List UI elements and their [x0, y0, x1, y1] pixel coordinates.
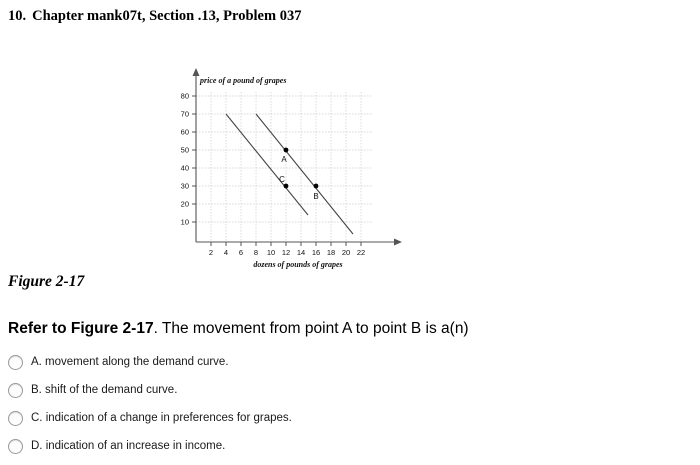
- radio-button-icon[interactable]: [8, 355, 23, 370]
- x-axis-title: dozens of pounds of grapes: [253, 260, 343, 269]
- y-tick-label: 40: [180, 163, 189, 173]
- point-c-label: C: [279, 175, 285, 184]
- choice-label: B. shift of the demand curve.: [31, 384, 178, 396]
- choice-label: D. indication of an increase in income.: [31, 440, 226, 452]
- y-tick-label: 60: [180, 127, 189, 137]
- point-a-label: A: [281, 155, 287, 164]
- figure-svg: [168, 62, 430, 277]
- x-tick-label: 22: [356, 248, 366, 257]
- grid-lines: [196, 92, 373, 242]
- y-tick-label: 10: [180, 217, 189, 227]
- figure-caption: Figure 2-17: [8, 273, 85, 290]
- prompt-bold: Refer to Figure 2-17: [8, 320, 154, 337]
- x-tick-label: 8: [253, 248, 259, 257]
- x-tick-label: 6: [238, 248, 244, 257]
- radio-button-icon[interactable]: [8, 439, 23, 454]
- point-c-marker: [284, 184, 289, 189]
- x-axis-arrow: [394, 239, 402, 246]
- radio-button-icon[interactable]: [8, 383, 23, 398]
- x-tick-labels: [209, 248, 365, 257]
- choice-a[interactable]: [8, 348, 608, 376]
- y-tick-label: 80: [180, 91, 189, 101]
- point-labels: [279, 155, 319, 201]
- y-axis-arrow: [193, 68, 200, 76]
- choice-b[interactable]: [8, 376, 608, 404]
- demand-curve-1: [226, 114, 308, 215]
- point-a-marker: [284, 148, 289, 153]
- answer-choices: [8, 348, 608, 460]
- choice-label: A. movement along the demand curve.: [31, 356, 229, 368]
- x-tick-label: 20: [341, 248, 351, 257]
- prompt-rest: . The movement from point A to point B is a(n): [153, 320, 469, 337]
- question-title: Chapter mank07t, Section .13, Problem 037: [32, 8, 302, 24]
- x-tick-label: 4: [223, 248, 229, 257]
- y-tick-label: 30: [180, 181, 189, 191]
- y-tick-label: 70: [180, 109, 189, 119]
- question-number: 10.: [8, 8, 27, 24]
- demand-curve-figure: [168, 62, 430, 277]
- x-tick-label: 16: [311, 248, 321, 257]
- point-b-label: B: [313, 192, 319, 201]
- x-tick-label: 18: [326, 248, 336, 257]
- y-tick-label: 50: [180, 145, 189, 155]
- choice-d[interactable]: [8, 432, 608, 460]
- tick-marks: [192, 96, 361, 246]
- y-axis-title: price of a pound of grapes: [200, 76, 287, 85]
- choice-label: C. indication of a change in preferences for grapes.: [31, 412, 292, 424]
- radio-button-icon[interactable]: [8, 411, 23, 426]
- x-tick-label: 2: [208, 248, 214, 257]
- x-tick-label: 12: [281, 248, 291, 257]
- question-prompt: [8, 320, 469, 338]
- x-tick-label: 14: [296, 248, 306, 257]
- y-tick-labels: [181, 92, 189, 227]
- x-tick-label: 10: [266, 248, 276, 257]
- question-header: [8, 8, 301, 25]
- y-tick-label: 20: [180, 199, 189, 209]
- choice-c[interactable]: [8, 404, 608, 432]
- point-b-marker: [314, 184, 319, 189]
